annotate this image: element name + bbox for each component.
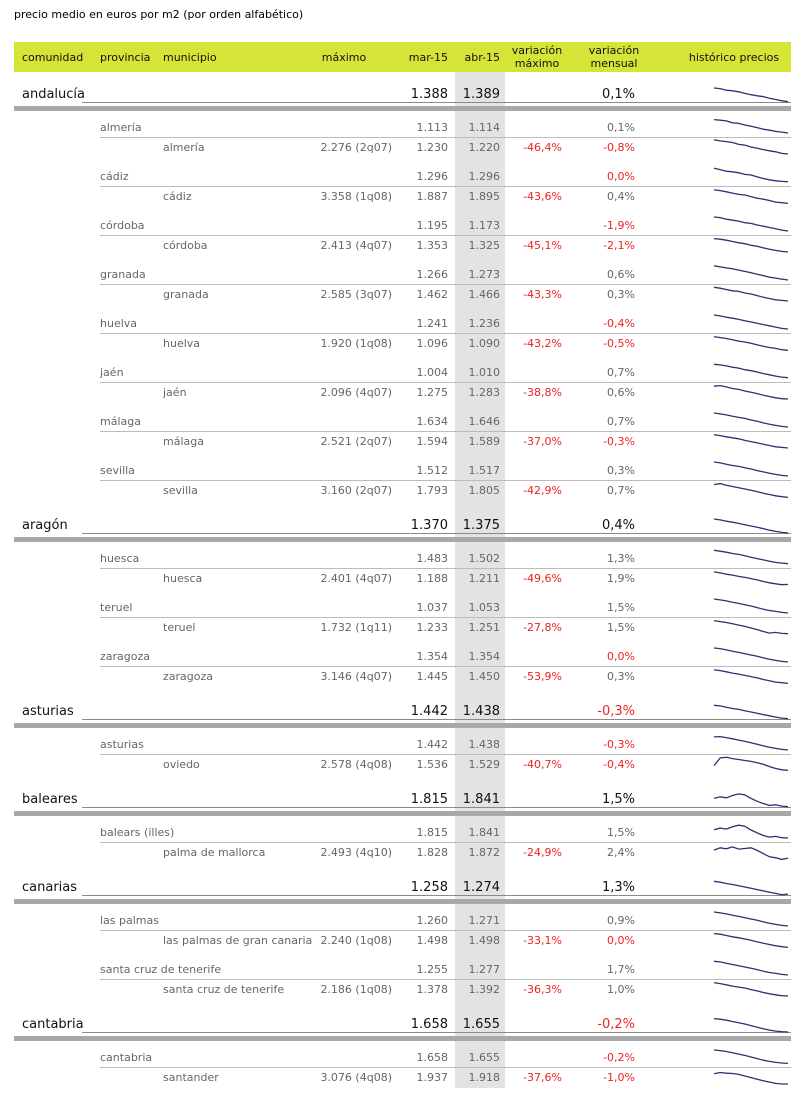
abr15-value: 1.517 (468, 464, 500, 477)
table-row (14, 569, 791, 589)
variacion-mensual-value: -0,4% (603, 317, 635, 330)
table-row (14, 166, 791, 187)
price-history-sparkline (712, 480, 790, 500)
provincia-label: teruel (100, 601, 133, 614)
table-row (14, 1068, 791, 1088)
provincia-label: córdoba (100, 219, 145, 232)
variacion-maximo-value: -45,1% (523, 239, 562, 252)
price-history-sparkline (712, 547, 790, 567)
variacion-mensual-value: 0,3% (607, 288, 635, 301)
comunidad-label: aragón (22, 518, 68, 533)
variacion-mensual-value: 0,4% (607, 190, 635, 203)
table-row (14, 822, 791, 843)
maximo-value: 1.732 (1q11) (320, 621, 392, 634)
price-history-sparkline (712, 116, 790, 136)
mar15-value: 1.658 (416, 1051, 448, 1064)
price-history-sparkline (712, 821, 790, 841)
abr15-value: 1.466 (468, 288, 500, 301)
table-row (14, 117, 791, 138)
price-history-sparkline (712, 909, 790, 929)
municipio-label: huesca (163, 572, 203, 585)
mar15-value: 1.634 (416, 415, 448, 428)
abr15-value: 1.392 (468, 983, 500, 996)
variacion-mensual-value: 1,5% (607, 621, 635, 634)
provincia-label: cantabria (100, 1051, 153, 1064)
header-variacion-maximo: variación máximo (511, 44, 563, 70)
mar15-value: 1.937 (416, 1071, 448, 1084)
mar15-value: 1.512 (416, 464, 448, 477)
mar15-value: 1.241 (416, 317, 448, 330)
price-history-sparkline (712, 645, 790, 665)
mar15-value: 1.260 (416, 914, 448, 927)
table-row (14, 515, 791, 537)
maximo-value: 2.413 (4q07) (320, 239, 392, 252)
maximo-value: 2.401 (4q07) (320, 572, 392, 585)
price-history-sparkline (712, 790, 790, 810)
provincia-label: zaragoza (100, 650, 151, 663)
mar15-value: 1.442 (416, 738, 448, 751)
abr15-value: 1.529 (468, 758, 500, 771)
municipio-label: córdoba (163, 239, 208, 252)
variacion-maximo-value: -49,6% (523, 572, 562, 585)
variacion-mensual-value: -0,3% (603, 738, 635, 751)
price-history-sparkline (712, 842, 790, 862)
provincia-label: jaén (100, 366, 124, 379)
table-row (14, 755, 791, 775)
provincia-label: huelva (100, 317, 138, 330)
table-row (14, 460, 791, 481)
abr15-value: 1.354 (468, 650, 500, 663)
variacion-mensual-value: -0,2% (597, 1017, 635, 1032)
table-row (14, 84, 791, 106)
table-row (14, 411, 791, 432)
variacion-maximo-value: -43,2% (523, 337, 562, 350)
variacion-mensual-value: 0,6% (607, 386, 635, 399)
mar15-value: 1.004 (416, 366, 448, 379)
price-history-sparkline (712, 165, 790, 185)
table-row (14, 236, 791, 256)
municipio-label: cádiz (163, 190, 192, 203)
table-row (14, 334, 791, 354)
variacion-mensual-value: 0,7% (607, 415, 635, 428)
maximo-value: 2.186 (1q08) (320, 983, 392, 996)
abr15-value: 1.589 (468, 435, 500, 448)
maximo-value: 3.358 (1q08) (320, 190, 392, 203)
price-history-sparkline (712, 958, 790, 978)
variacion-mensual-value: 0,9% (607, 914, 635, 927)
abr15-value: 1.273 (468, 268, 500, 281)
abr15-value: 1.389 (462, 87, 500, 102)
abr15-value: 1.010 (468, 366, 500, 379)
abr15-value: 1.173 (468, 219, 500, 232)
municipio-label: palma de mallorca (163, 846, 266, 859)
table-header (14, 42, 791, 72)
section-divider (14, 811, 791, 816)
provincia-label: cádiz (100, 170, 129, 183)
price-history-sparkline (712, 666, 790, 686)
price-history-sparkline (712, 1015, 790, 1035)
mar15-value: 1.255 (416, 963, 448, 976)
header-abr-15: abr-15 (464, 50, 500, 64)
price-history-sparkline (712, 333, 790, 353)
price-history-sparkline (712, 596, 790, 616)
header-historico-precios: histórico precios (688, 50, 780, 64)
header-maximo: máximo (321, 50, 367, 64)
provincia-label: málaga (100, 415, 141, 428)
variacion-maximo-value: -43,3% (523, 288, 562, 301)
municipio-label: las palmas de gran canaria (163, 934, 313, 947)
municipio-label: sevilla (163, 484, 198, 497)
mar15-value: 1.815 (416, 826, 448, 839)
table-row (14, 959, 791, 980)
abr15-value: 1.296 (468, 170, 500, 183)
maximo-value: 2.240 (1q08) (320, 934, 392, 947)
abr15-value: 1.918 (468, 1071, 500, 1084)
table-row (14, 931, 791, 951)
variacion-mensual-value: 0,1% (601, 87, 635, 102)
header-variacion-mensual: variación mensual (588, 44, 640, 70)
municipio-label: oviedo (163, 758, 200, 771)
variacion-maximo-value: -42,9% (523, 484, 562, 497)
variacion-mensual-value: 0,0% (607, 650, 635, 663)
variacion-mensual-value: 0,6% (607, 268, 635, 281)
mar15-value: 1.658 (410, 1017, 448, 1032)
maximo-value: 1.920 (1q08) (320, 337, 392, 350)
variacion-mensual-value: -1,9% (603, 219, 635, 232)
mar15-value: 1.096 (416, 337, 448, 350)
abr15-value: 1.841 (462, 792, 500, 807)
page-title: precio medio en euros por m2 (por orden alfabético) (14, 8, 304, 21)
mar15-value: 1.815 (410, 792, 448, 807)
municipio-label: teruel (163, 621, 196, 634)
mar15-value: 1.594 (416, 435, 448, 448)
mar15-value: 1.793 (416, 484, 448, 497)
provincia-label: las palmas (100, 914, 159, 927)
mar15-value: 1.113 (416, 121, 448, 134)
mar15-value: 1.483 (416, 552, 448, 565)
table-row (14, 138, 791, 158)
abr15-value: 1.274 (462, 880, 500, 895)
mar15-value: 1.230 (416, 141, 448, 154)
maximo-value: 2.493 (4q10) (320, 846, 392, 859)
variacion-mensual-value: 0,3% (607, 670, 635, 683)
table-row (14, 313, 791, 334)
abr15-value: 1.271 (468, 914, 500, 927)
table-row (14, 843, 791, 863)
price-history-sparkline (712, 382, 790, 402)
variacion-maximo-value: -24,9% (523, 846, 562, 859)
price-history-sparkline (712, 617, 790, 637)
abr15-value: 1.895 (468, 190, 500, 203)
table-row (14, 701, 791, 723)
mar15-value: 1.378 (416, 983, 448, 996)
price-history-sparkline (712, 263, 790, 283)
provincia-label: balears (illes) (100, 826, 175, 839)
abr15-value: 1.655 (462, 1017, 500, 1032)
variacion-mensual-value: 0,1% (607, 121, 635, 134)
price-history-sparkline (712, 516, 790, 536)
section-divider (14, 723, 791, 728)
comunidad-label: andalucía (22, 87, 86, 102)
mar15-value: 1.188 (416, 572, 448, 585)
abr15-value: 1.114 (468, 121, 500, 134)
mar15-value: 1.354 (416, 650, 448, 663)
price-history-sparkline (712, 754, 790, 774)
price-history-sparkline (712, 312, 790, 332)
variacion-mensual-value: 0,7% (607, 366, 635, 379)
price-history-sparkline (712, 733, 790, 753)
variacion-mensual-value: 1,3% (601, 880, 635, 895)
variacion-maximo-value: -40,7% (523, 758, 562, 771)
abr15-value: 1.655 (468, 1051, 500, 1064)
variacion-mensual-value: -1,0% (603, 1071, 635, 1084)
maximo-value: 3.146 (4q07) (320, 670, 392, 683)
price-history-sparkline (712, 410, 790, 430)
maximo-value: 2.578 (4q08) (320, 758, 392, 771)
table-row (14, 597, 791, 618)
table-row (14, 215, 791, 236)
table-row (14, 432, 791, 452)
abr15-value: 1.236 (468, 317, 500, 330)
municipio-label: málaga (163, 435, 204, 448)
variacion-mensual-value: 1,9% (607, 572, 635, 585)
mar15-value: 1.442 (410, 704, 448, 719)
variacion-mensual-value: 1,3% (607, 552, 635, 565)
table-row (14, 618, 791, 638)
maximo-value: 2.521 (2q07) (320, 435, 392, 448)
abr15-value: 1.053 (468, 601, 500, 614)
mar15-value: 1.195 (416, 219, 448, 232)
abr15-value: 1.646 (468, 415, 500, 428)
mar15-value: 1.828 (416, 846, 448, 859)
price-history-sparkline (712, 878, 790, 898)
abr15-value: 1.375 (462, 518, 500, 533)
variacion-maximo-value: -37,6% (523, 1071, 562, 1084)
mar15-value: 1.353 (416, 239, 448, 252)
variacion-mensual-value: 1,7% (607, 963, 635, 976)
price-history-sparkline (712, 186, 790, 206)
variacion-mensual-value: -2,1% (603, 239, 635, 252)
section-divider (14, 899, 791, 904)
variacion-maximo-value: -33,1% (523, 934, 562, 947)
variacion-maximo-value: -43,6% (523, 190, 562, 203)
mar15-value: 1.887 (416, 190, 448, 203)
header-mar-15: mar-15 (408, 50, 448, 64)
table-row (14, 980, 791, 1000)
mar15-value: 1.266 (416, 268, 448, 281)
table-row (14, 1014, 791, 1036)
variacion-maximo-value: -37,0% (523, 435, 562, 448)
price-history-sparkline (712, 1046, 790, 1066)
price-history-sparkline (712, 85, 790, 105)
table-row (14, 187, 791, 207)
maximo-value: 2.276 (2q07) (320, 141, 392, 154)
municipio-label: santander (163, 1071, 219, 1084)
mar15-value: 1.275 (416, 386, 448, 399)
abr15-value: 1.841 (468, 826, 500, 839)
section-divider (14, 106, 791, 111)
maximo-value: 2.585 (3q07) (320, 288, 392, 301)
price-history-sparkline (712, 568, 790, 588)
comunidad-label: baleares (22, 792, 78, 807)
variacion-mensual-value: -0,2% (603, 1051, 635, 1064)
abr15-value: 1.283 (468, 386, 500, 399)
maximo-value: 3.076 (4q08) (320, 1071, 392, 1084)
abr15-value: 1.872 (468, 846, 500, 859)
abr15-value: 1.277 (468, 963, 500, 976)
table-row (14, 1047, 791, 1068)
table-body (14, 76, 791, 1096)
comunidad-label: canarias (22, 880, 78, 895)
table-row (14, 646, 791, 667)
table-row (14, 285, 791, 305)
table-row (14, 481, 791, 501)
mar15-value: 1.536 (416, 758, 448, 771)
table-row (14, 734, 791, 755)
abr15-value: 1.498 (468, 934, 500, 947)
variacion-mensual-value: -0,8% (603, 141, 635, 154)
abr15-value: 1.450 (468, 670, 500, 683)
price-history-sparkline (712, 459, 790, 479)
table-row (14, 877, 791, 899)
provincia-label: huesca (100, 552, 140, 565)
mar15-value: 1.037 (416, 601, 448, 614)
table-row (14, 548, 791, 569)
header-comunidad: comunidad (22, 50, 84, 64)
maximo-value: 3.160 (2q07) (320, 484, 392, 497)
variacion-mensual-value: 1,5% (607, 601, 635, 614)
mar15-value: 1.498 (416, 934, 448, 947)
variacion-mensual-value: -0,4% (603, 758, 635, 771)
variacion-maximo-value: -36,3% (523, 983, 562, 996)
header-provincia: provincia (100, 50, 151, 64)
table-row (14, 362, 791, 383)
table-row (14, 789, 791, 811)
price-history-sparkline (712, 284, 790, 304)
mar15-value: 1.370 (410, 518, 448, 533)
comunidad-label: cantabria (22, 1017, 84, 1032)
abr15-value: 1.438 (468, 738, 500, 751)
provincia-label: granada (100, 268, 146, 281)
abr15-value: 1.502 (468, 552, 500, 565)
mar15-value: 1.462 (416, 288, 448, 301)
municipio-label: jaén (163, 386, 187, 399)
abr15-value: 1.211 (468, 572, 500, 585)
municipio-label: huelva (163, 337, 201, 350)
provincia-label: almería (100, 121, 142, 134)
mar15-value: 1.445 (416, 670, 448, 683)
provincia-label: sevilla (100, 464, 135, 477)
variacion-mensual-value: 0,7% (607, 484, 635, 497)
variacion-mensual-value: -0,5% (603, 337, 635, 350)
municipio-label: zaragoza (163, 670, 214, 683)
variacion-mensual-value: 1,5% (607, 826, 635, 839)
variacion-mensual-value: 0,4% (601, 518, 635, 533)
variacion-maximo-value: -27,8% (523, 621, 562, 634)
abr15-value: 1.805 (468, 484, 500, 497)
abr15-value: 1.251 (468, 621, 500, 634)
price-history-sparkline (712, 702, 790, 722)
price-history-sparkline (712, 979, 790, 999)
variacion-mensual-value: 1,0% (607, 983, 635, 996)
mar15-value: 1.296 (416, 170, 448, 183)
section-divider (14, 537, 791, 542)
comunidad-label: asturias (22, 704, 74, 719)
price-history-sparkline (712, 361, 790, 381)
price-history-sparkline (712, 930, 790, 950)
municipio-label: santa cruz de tenerife (163, 983, 285, 996)
abr15-value: 1.438 (462, 704, 500, 719)
abr15-value: 1.090 (468, 337, 500, 350)
mar15-value: 1.233 (416, 621, 448, 634)
table-row (14, 667, 791, 687)
variacion-mensual-value: 0,3% (607, 464, 635, 477)
price-history-sparkline (712, 137, 790, 157)
table-row (14, 383, 791, 403)
variacion-mensual-value: 0,0% (607, 170, 635, 183)
variacion-maximo-value: -53,9% (523, 670, 562, 683)
municipio-label: almería (163, 141, 205, 154)
abr15-value: 1.325 (468, 239, 500, 252)
price-history-sparkline (712, 431, 790, 451)
provincia-label: santa cruz de tenerife (100, 963, 222, 976)
price-history-sparkline (712, 214, 790, 234)
mar15-value: 1.388 (410, 87, 448, 102)
table-row (14, 910, 791, 931)
maximo-value: 2.096 (4q07) (320, 386, 392, 399)
variacion-mensual-value: 2,4% (607, 846, 635, 859)
variacion-mensual-value: 0,0% (607, 934, 635, 947)
variacion-maximo-value: -38,8% (523, 386, 562, 399)
header-municipio: municipio (163, 50, 217, 64)
price-history-sparkline (712, 235, 790, 255)
municipio-label: granada (163, 288, 209, 301)
variacion-mensual-value: 1,5% (601, 792, 635, 807)
price-history-sparkline (712, 1067, 790, 1087)
provincia-label: asturias (100, 738, 144, 751)
table-row (14, 264, 791, 285)
mar15-value: 1.258 (410, 880, 448, 895)
variacion-mensual-value: -0,3% (597, 704, 635, 719)
section-divider (14, 1036, 791, 1041)
variacion-maximo-value: -46,4% (523, 141, 562, 154)
abr15-value: 1.220 (468, 141, 500, 154)
variacion-mensual-value: -0,3% (603, 435, 635, 448)
